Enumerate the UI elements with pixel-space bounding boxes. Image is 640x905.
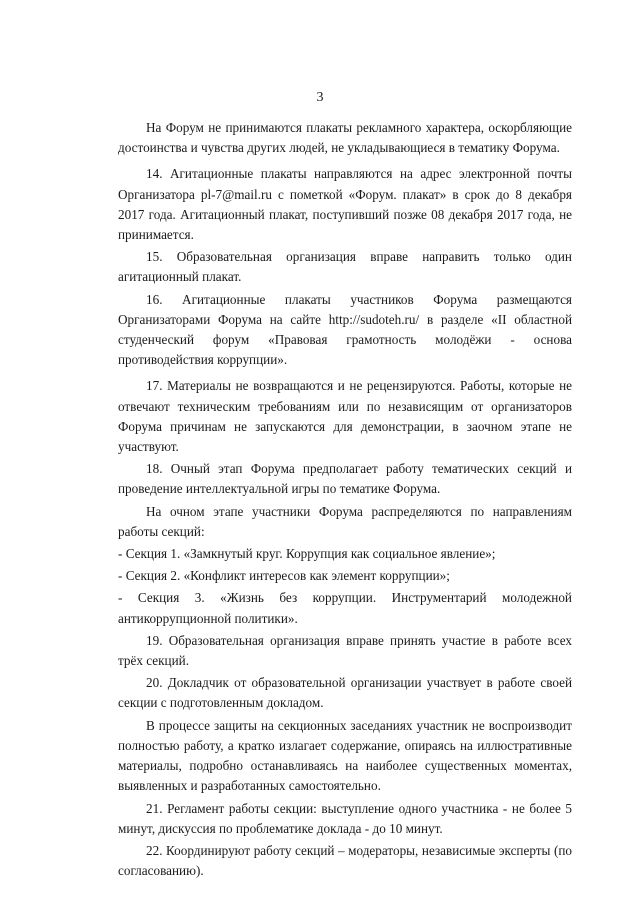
paragraph-sections-intro: На очном этапе участники Форума распределяются по направлениям работы секций: <box>118 503 572 539</box>
paragraph-item-19: 19. Образовательная организация вправе принять участие в работе всех трёх секций. <box>118 632 572 669</box>
list-item-section-3: - Секция 3. «Жизнь без коррупции. Инструментарий молодежной антикоррупционной политики». <box>118 590 572 626</box>
paragraph-item-22: 22. Координируют работу секций – модераторы, независимые эксперты (по согласованию). <box>118 842 572 879</box>
paragraph-item-20: 20. Докладчик от образовательной организации участвует в работе своей секции с подготовленным докладом. <box>118 675 572 711</box>
list-item-section-2: - Секция 2. «Конфликт интересов как элемент коррупции»; <box>118 568 450 584</box>
paragraph-item-14: 14. Агитационные плакаты направляются на адрес электронной почты Организатора pl-7@mail.ru с пометкой «Форум. плакат» в срок до 8 декабря 2017 года. Агитационный плакат, поступивший позже 08 декабря 2017 года, не принимается. <box>118 166 572 243</box>
list-item-section-1: - Секция 1. «Замкнутый круг. Коррупция как социальное явление»; <box>118 546 496 562</box>
paragraph-defense-process: В процессе защиты на секционных заседаниях участник не воспроизводит полностью работу, а кратко излагает содержание, опираясь на иллюстративные материалы, подробно останавливаясь на наиболее существенных моментах, выявленных и разработанных самостоятельно. <box>118 717 572 794</box>
page-number: 3 <box>316 90 324 105</box>
paragraph-item-15: 15. Образовательная организация вправе направить только один агитационный плакат. <box>118 249 572 285</box>
paragraph-item-17: 17. Материалы не возвращаются и не рецензируются. Работы, которые не отвечают техническим требованиям или по независящим от организаторов Форума причинам не запускаются для демонстрации, в заочном этапе не участвуют. <box>118 378 572 455</box>
paragraph-item-16: 16. Агитационные плакаты участников Форума размещаются Организаторами Форума на сайте http://sudoteh.ru/ в разделе «II областной студенческий форум «Правовая грамотность молодёжи - основа противодействия коррупции». <box>118 291 572 368</box>
paragraph-item-18: 18. Очный этап Форума предполагает работу тематических секций и проведение интеллектуальной игры по тематике Форума. <box>118 461 572 497</box>
paragraph-item-21: 21. Регламент работы секции: выступление одного участника - не более 5 минут, дискуссия по проблематике доклада - до 10 минут. <box>118 800 572 836</box>
paragraph-posters-restrictions: На Форум не принимаются плакаты рекламного характера, оскорбляющие достоинства и чувства других людей, не укладывающиеся в тематику Форума. <box>118 120 572 156</box>
document-body <box>118 118 572 883</box>
